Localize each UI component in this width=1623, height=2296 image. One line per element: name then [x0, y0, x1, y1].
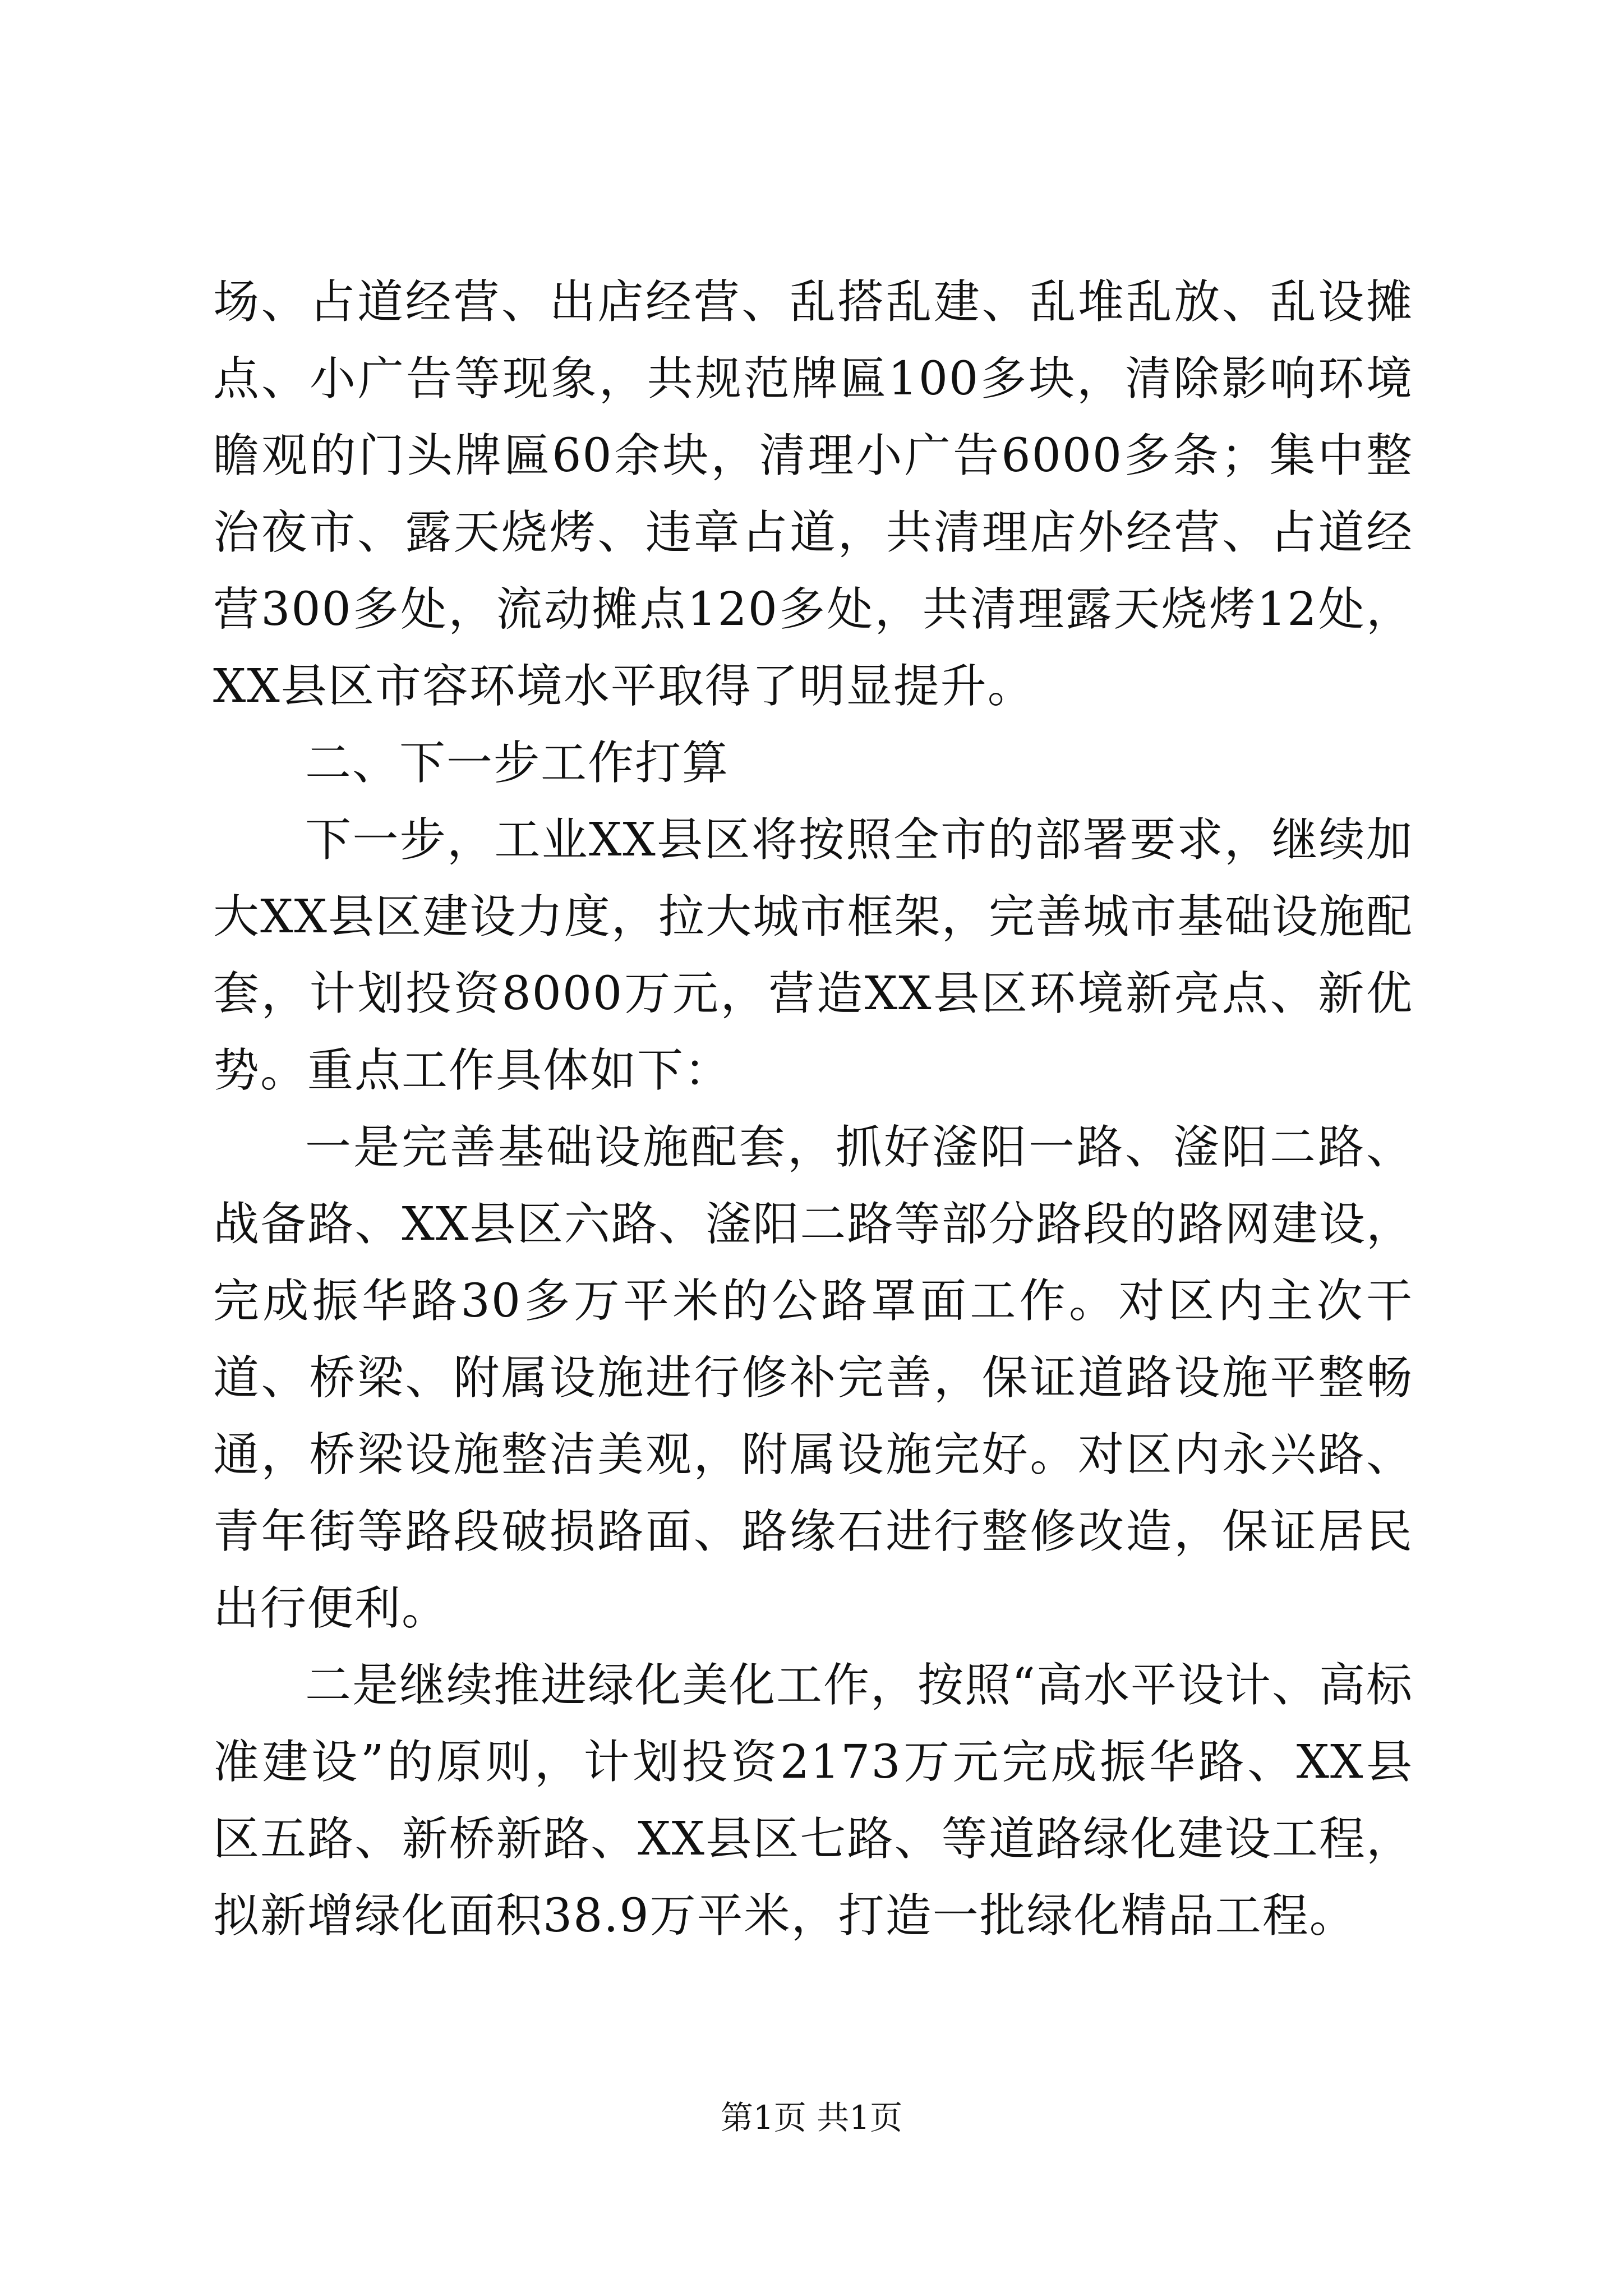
paragraph-4: 二是继续推进绿化美化工作，按照“高水平设计、高标准建设”的原则，计划投资2173万元完成振华路、XX县区五路、新桥新路、XX县区七路、等道路绿化建设工程，拟新增绿化面积38.9万平米，打造一批绿化精品工程。 [213, 1659, 1413, 1943]
document-body [213, 264, 1413, 1954]
paragraph-1: 场、占道经营、出店经营、乱搭乱建、乱堆乱放、乱设摊点、小广告等现象，共规范牌匾100多块，清除影响环境瞻观的门头牌匾60余块，清理小广告6000多条；集中整治夜市、露天烧烤、违章占道，共清理店外经营、占道经营300多处，流动摊点120多处，共清理露天烧烤12处，XX县区市容环境水平取得了明显提升。 [213, 275, 1413, 713]
page-footer: 第1页 共1页 [720, 2099, 903, 2137]
paragraph-3: 一是完善基础设施配套，抓好滏阳一路、滏阳二路、战备路、XX县区六路、滏阳二路等部分路段的路网建设，完成振华路30多万平米的公路罩面工作。对区内主次干道、桥梁、附属设施进行修补完善，保证道路设施平整畅通，桥梁设施整洁美观，附属设施完好。对区内永兴路、青年街等路段破损路面、路缘石进行整修改造，保证居民出行便利。 [213, 1121, 1413, 1635]
paragraph-2: 下一步，工业XX县区将按照全市的部署要求，继续加大XX县区建设力度，拉大城市框架，完善城市基础设施配套，计划投资8000万元，营造XX县区环境新亮点、新优势。重点工作具体如下： [213, 813, 1413, 1097]
section-heading: 二、下一步工作打算 [305, 737, 730, 790]
